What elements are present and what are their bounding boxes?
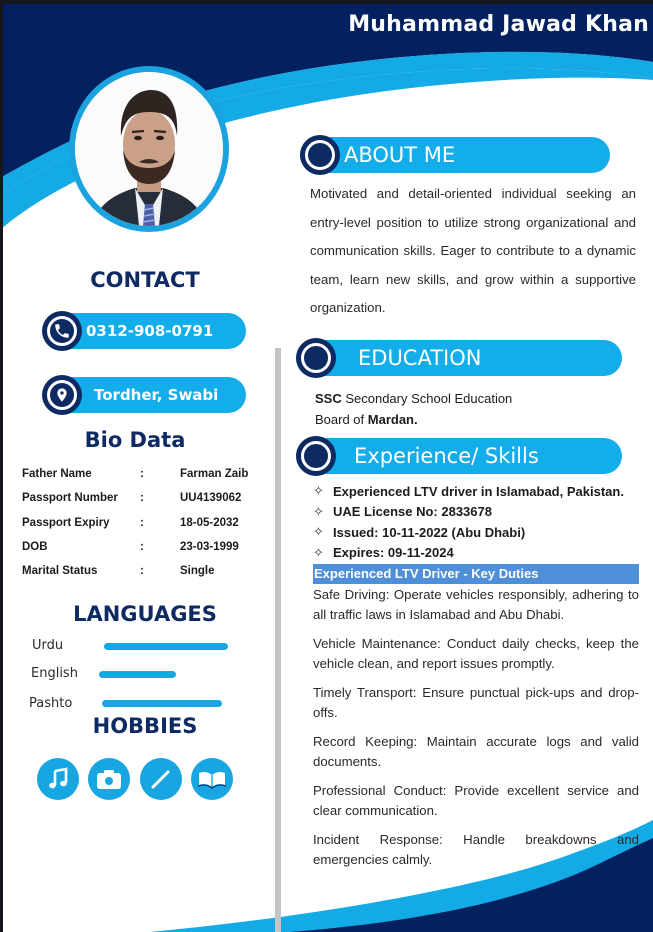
location-icon-badge <box>42 375 82 415</box>
phone-icon <box>53 322 71 340</box>
bio-value: Farman Zaib <box>180 468 249 481</box>
about-me-heading: ABOUT ME <box>344 143 456 167</box>
hobbies-heading: HOBBIES <box>92 714 198 738</box>
language-bar-pashto <box>102 700 222 707</box>
star-bullet-icon: ✧ <box>313 524 324 540</box>
section-bullet-icon <box>296 338 336 378</box>
location-text: Tordher, Swabi <box>94 386 219 404</box>
education-line-2 <box>315 410 512 431</box>
skill-text: Expires: 09-11-2024 <box>333 545 454 561</box>
phone-icon-badge <box>42 311 82 351</box>
camera-icon <box>96 768 122 790</box>
language-bar-urdu <box>104 643 228 650</box>
hobby-reading <box>191 758 233 800</box>
phone-pill[interactable] <box>44 313 246 349</box>
music-icon <box>46 767 70 791</box>
column-divider <box>275 348 281 932</box>
bio-separator: : <box>140 565 144 578</box>
education-line-1 <box>315 389 512 410</box>
location-pill[interactable] <box>44 377 246 413</box>
education-details <box>315 389 512 430</box>
window-edge-left <box>0 0 3 932</box>
section-bullet-icon <box>300 135 340 175</box>
bio-data-table <box>22 462 262 583</box>
education-heading: EDUCATION <box>358 346 482 370</box>
bio-value: Single <box>180 565 215 578</box>
skill-item <box>313 543 639 564</box>
profile-photo <box>75 72 223 226</box>
window-edge-top <box>0 0 653 4</box>
person-portrait-icon <box>75 72 223 226</box>
bio-separator: : <box>140 516 144 529</box>
key-duties-list <box>313 585 639 870</box>
hobby-music <box>37 758 79 800</box>
bio-row-marital-status <box>22 559 262 583</box>
skill-text: UAE License No: 2833678 <box>333 504 492 520</box>
skill-text: Experienced LTV driver in Islamabad, Pakistan. <box>333 483 624 499</box>
bio-separator: : <box>140 468 144 481</box>
hobby-writing <box>140 758 182 800</box>
bio-value: 23-03-1999 <box>180 541 239 554</box>
skill-item <box>313 522 639 543</box>
bio-separator: : <box>140 541 144 554</box>
phone-number: 0312-908-0791 <box>86 322 214 340</box>
language-label-urdu: Urdu <box>32 638 64 653</box>
duty-item: Timely Transport: Ensure punctual pick-ups and drop-offs. <box>313 685 639 720</box>
skill-item <box>313 481 639 502</box>
experience-section-header <box>296 438 622 474</box>
bio-row-father-name <box>22 462 262 486</box>
duty-item: Incident Response: Handle breakdowns and emergencies calmly. <box>313 832 639 867</box>
bio-label: Father Name <box>22 468 92 481</box>
about-me-text: Motivated and detail-oriented individual seeking an entry-level position to utilize strong organizational and communication skills. Eager to contribute to a dynamic team, learn new skills, and grow within a supportive organization. <box>310 186 636 315</box>
contact-heading: CONTACT <box>90 268 200 292</box>
profile-photo-frame <box>69 66 229 232</box>
education-degree: SSC <box>315 391 342 406</box>
education-board: Mardan. <box>367 411 418 427</box>
duty-item: Safe Driving: Operate vehicles responsibly, adhering to all traffic laws in Islamabad and Abu Dhabi. <box>313 587 639 622</box>
bio-value: 18-05-2032 <box>180 516 239 529</box>
language-label-pashto: Pashto <box>29 696 73 711</box>
duty-item: Vehicle Maintenance: Conduct daily checks, keep the vehicle clean, and report issues promptly. <box>313 636 639 671</box>
education-section-header <box>296 340 622 376</box>
languages-heading: LANGUAGES <box>73 602 217 626</box>
pencil-icon <box>149 767 173 791</box>
bio-row-dob <box>22 535 262 559</box>
skill-text: Issued: 10-11-2022 (Abu Dhabi) <box>333 524 526 540</box>
bio-data-heading: Bio Data <box>84 428 186 452</box>
education-degree-name: Secondary School Education <box>341 391 513 406</box>
hobby-photography <box>88 758 130 800</box>
star-bullet-icon: ✧ <box>313 503 324 519</box>
language-label-english: English <box>31 666 78 681</box>
experience-heading: Experience/ Skills <box>354 444 539 468</box>
bio-label: DOB <box>22 541 48 554</box>
about-me-section-header <box>300 137 610 173</box>
language-bar-english <box>99 671 176 678</box>
star-bullet-icon: ✧ <box>313 483 324 499</box>
skill-item <box>313 502 639 523</box>
key-duties-heading: Experienced LTV Driver - Key Duties <box>313 564 639 584</box>
bio-row-passport-expiry <box>22 511 262 535</box>
section-bullet-icon <box>296 436 336 476</box>
star-bullet-icon: ✧ <box>313 544 324 560</box>
bio-label: Passport Expiry <box>22 516 110 529</box>
duty-item: Record Keeping: Maintain accurate logs and valid documents. <box>313 734 639 769</box>
candidate-name: Muhammad Jawad Khan <box>348 12 649 37</box>
bio-value: UU4139062 <box>180 492 242 505</box>
bio-separator: : <box>140 492 144 505</box>
education-board-prefix: Board of <box>315 411 368 427</box>
bio-label: Passport Number <box>22 492 118 505</box>
bio-label: Marital Status <box>22 565 98 578</box>
book-icon <box>197 768 227 790</box>
location-pin-icon <box>54 386 70 404</box>
duty-item: Professional Conduct: Provide excellent service and clear communication. <box>313 783 639 818</box>
experience-skills <box>313 481 639 879</box>
bio-row-passport-number <box>22 486 262 510</box>
